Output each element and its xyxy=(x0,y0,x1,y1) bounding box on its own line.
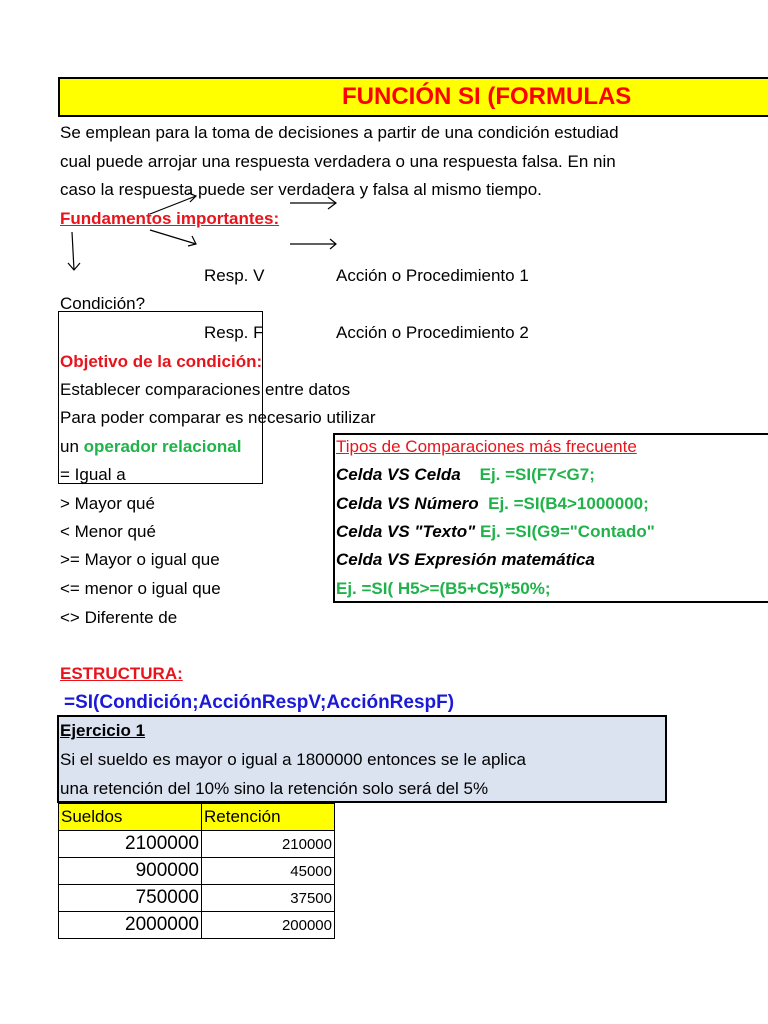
estructura-heading: ESTRUCTURA: xyxy=(60,664,183,683)
table-row xyxy=(59,831,335,858)
table-row xyxy=(59,912,335,939)
resp-f-label: Resp. F xyxy=(204,323,264,342)
tipos-row-2-example: Ej. =SI(B4>1000000; xyxy=(488,494,649,513)
tipos-row-4-label: Celda VS Expresión matemática xyxy=(336,550,595,569)
operator-lt: < Menor qué xyxy=(60,522,156,541)
objetivo-line-3-prefix: un xyxy=(60,437,84,456)
cell-sueldo[interactable]: 2100000 xyxy=(59,831,202,858)
cell-sueldo[interactable]: 2000000 xyxy=(59,912,202,939)
header-sueldos[interactable]: Sueldos xyxy=(59,804,202,831)
cell-retencion[interactable]: 37500 xyxy=(202,885,335,912)
table-header-row xyxy=(59,804,335,831)
accion-2-label: Acción o Procedimiento 2 xyxy=(336,323,529,342)
operator-gt: > Mayor qué xyxy=(60,494,155,513)
tipos-row-2 xyxy=(336,490,649,518)
header-retencion[interactable]: Retención xyxy=(202,804,335,831)
tipos-row-1-label: Celda VS Celda xyxy=(336,465,461,484)
tipos-row-3-label: Celda VS "Texto" xyxy=(336,522,476,541)
intro-line-1: Se emplean para la toma de decisiones a partir de una condición estudiad xyxy=(60,123,619,142)
objetivo-heading: Objetivo de la condición: xyxy=(60,352,263,371)
cell-retencion[interactable]: 200000 xyxy=(202,912,335,939)
arrow-branch-down xyxy=(150,230,196,244)
cell-retencion[interactable]: 210000 xyxy=(202,831,335,858)
tipos-last-example: Ej. =SI( H5>=(B5+C5)*50%; xyxy=(336,579,551,598)
operator-lte: <= menor o igual que xyxy=(60,579,221,598)
ejercicio-line-1: Si el sueldo es mayor o igual a 1800000 entonces se le aplica xyxy=(60,750,526,769)
tipos-row-4 xyxy=(336,546,595,574)
tipos-row-3 xyxy=(336,518,655,546)
operator-neq: <> Diferente de xyxy=(60,608,178,627)
tipos-row-3-example: Ej. =SI(G9="Contado" xyxy=(479,522,655,541)
resp-v-label: Resp. V xyxy=(204,266,265,285)
objetivo-line-3 xyxy=(60,433,241,461)
operator-eq: = Igual a xyxy=(60,465,126,484)
intro-line-2: cual puede arrojar una respuesta verdadera o una respuesta falsa. En nin xyxy=(60,152,616,171)
arrow-branch-up xyxy=(150,196,196,214)
objetivo-line-1: Establecer comparaciones entre datos xyxy=(60,380,351,399)
fundamentos-heading: Fundamentos importantes: xyxy=(60,209,280,228)
arrow-down xyxy=(72,232,74,270)
intro-line-3: caso la respuesta puede ser verdadera y falsa al mismo tiempo. xyxy=(60,180,542,199)
estructura-formula: =SI(Condición;AcciónRespV;AcciónRespF) xyxy=(64,692,455,713)
operator-gte: >= Mayor o igual que xyxy=(60,550,220,569)
table-row xyxy=(59,858,335,885)
cell-sueldo[interactable]: 750000 xyxy=(59,885,202,912)
sueldos-table xyxy=(58,803,335,939)
tipos-row-1 xyxy=(336,461,595,489)
cell-retencion[interactable]: 45000 xyxy=(202,858,335,885)
objetivo-line-2: Para poder comparar es necesario utilizar xyxy=(60,408,376,427)
ejercicio-line-2: una retención del 10% sino la retención solo será del 5% xyxy=(60,779,489,798)
cell-sueldo[interactable]: 900000 xyxy=(59,858,202,885)
ejercicio-heading: Ejercicio 1 xyxy=(60,721,146,740)
page-title: FUNCIÓN SI (FORMULAS xyxy=(342,83,632,110)
accion-1-label: Acción o Procedimiento 1 xyxy=(336,266,529,285)
tipos-row-2-label: Celda VS Número xyxy=(336,494,479,513)
table-row xyxy=(59,885,335,912)
tipos-heading: Tipos de Comparaciones más frecuente xyxy=(336,437,637,456)
tipos-row-1-example: Ej. =SI(F7<G7; xyxy=(479,465,595,484)
operador-relacional: operador relacional xyxy=(83,437,242,456)
condicion-label: Condición? xyxy=(60,294,146,313)
